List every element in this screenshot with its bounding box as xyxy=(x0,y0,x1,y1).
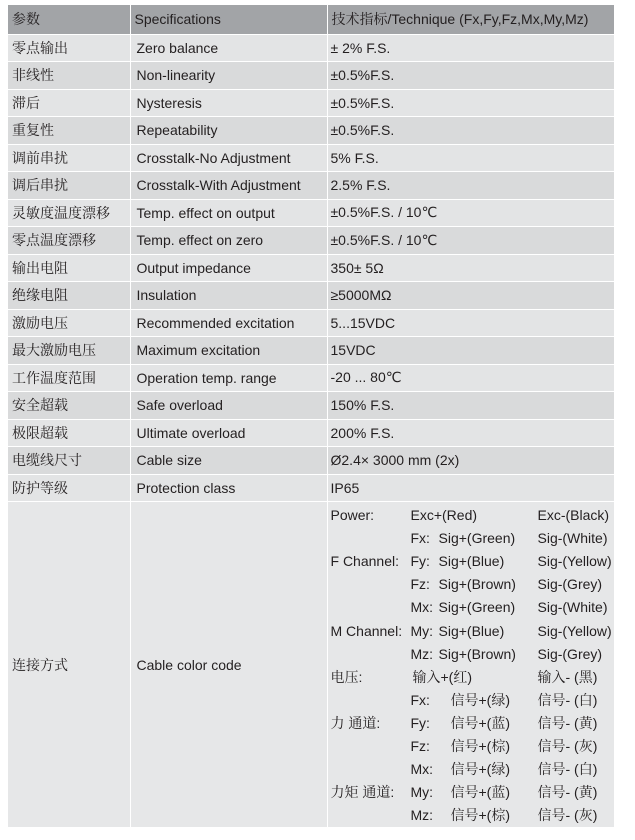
table-row xyxy=(8,172,614,200)
param-value: 5...15VDC xyxy=(327,309,614,337)
cable-plus: Sig+(Blue) xyxy=(438,553,505,570)
cable-minus: Sig-(White) xyxy=(537,599,608,616)
param-en: Zero balance xyxy=(130,34,327,62)
param-zh: 电缆线尺寸 xyxy=(8,447,130,475)
cable-en-label: Cable color code xyxy=(130,502,327,828)
cable-line xyxy=(331,643,615,666)
param-value: ≥5000MΩ xyxy=(327,282,614,310)
param-value: 150% F.S. xyxy=(327,392,614,420)
param-en: Operation temp. range xyxy=(130,364,327,392)
param-value: ±0.5%F.S. xyxy=(327,62,614,90)
param-value: ±0.5%F.S. / 10℃ xyxy=(327,199,614,227)
cable-label: M Channel: xyxy=(330,622,403,639)
param-zh: 调后串扰 xyxy=(8,172,130,200)
cable-plus: Sig+(Blue) xyxy=(438,622,505,639)
cable-minus: 信号- (灰) xyxy=(537,807,598,824)
cable-plus: Sig+(Green) xyxy=(438,530,516,547)
param-value: 350± 5Ω xyxy=(327,254,614,282)
cable-zh-label: 连接方式 xyxy=(8,502,130,828)
cable-sub: Mz: xyxy=(410,807,434,824)
param-zh: 激励电压 xyxy=(8,309,130,337)
cable-line xyxy=(331,573,615,596)
cable-line xyxy=(331,504,615,527)
param-zh: 最大激励电压 xyxy=(8,337,130,365)
cable-minus: 信号- (灰) xyxy=(537,738,598,754)
spec-table xyxy=(8,5,615,828)
param-value: -20 ... 80℃ xyxy=(327,364,614,392)
cable-line xyxy=(331,689,615,712)
param-value: ±0.5%F.S. xyxy=(327,117,614,145)
cable-minus: Sig-(Grey) xyxy=(537,645,603,662)
cable-lines xyxy=(331,504,614,827)
param-en: Crosstalk-With Adjustment xyxy=(130,172,327,200)
table-body xyxy=(8,34,614,828)
param-value: ±0.5%F.S. xyxy=(327,89,614,117)
param-zh: 极限超载 xyxy=(8,419,130,447)
cable-label: 电压: xyxy=(330,668,363,685)
param-value: ± 2% F.S. xyxy=(327,34,614,62)
cable-plus: Exc+(Red) xyxy=(410,507,478,523)
param-en: Temp. effect on output xyxy=(130,199,327,227)
cable-sub: My: xyxy=(410,784,434,801)
param-en: Output impedance xyxy=(130,254,327,282)
table-row xyxy=(8,282,614,310)
cable-line xyxy=(331,758,615,781)
param-value: ±0.5%F.S. / 10℃ xyxy=(327,227,614,255)
param-en: Temp. effect on zero xyxy=(130,227,327,255)
cable-sub: Fz: xyxy=(410,576,430,593)
param-en: Cable size xyxy=(130,447,327,475)
cable-minus: Exc-(Black) xyxy=(537,507,610,523)
cable-sub: Mx: xyxy=(410,761,434,778)
param-value: Ø2.4× 3000 mm (2x) xyxy=(327,447,614,475)
param-en: Maximum excitation xyxy=(130,337,327,365)
cable-line xyxy=(331,804,615,827)
param-zh: 工作温度范围 xyxy=(8,364,130,392)
param-zh: 安全超载 xyxy=(8,392,130,420)
table-row xyxy=(8,474,614,502)
param-value: 200% F.S. xyxy=(327,419,614,447)
param-en: Non-linearity xyxy=(130,62,327,90)
cable-line xyxy=(331,712,615,735)
cable-minus: Sig-(Yellow) xyxy=(537,553,612,570)
cable-line xyxy=(331,620,615,643)
cable-line xyxy=(331,781,615,804)
cable-line xyxy=(331,527,615,550)
cable-minus: Sig-(Grey) xyxy=(537,576,603,593)
header-technique: 技术指标/Technique (Fx,Fy,Fz,Mx,My,Mz) xyxy=(327,5,614,34)
cable-plus: 信号+(蓝) xyxy=(450,784,510,801)
cable-plus: 信号+(绿) xyxy=(450,691,510,708)
cable-plus: 信号+(蓝) xyxy=(450,714,510,731)
param-value: 5% F.S. xyxy=(327,144,614,172)
param-zh: 非线性 xyxy=(8,62,130,90)
param-zh: 重复性 xyxy=(8,117,130,145)
table-row xyxy=(8,62,614,90)
param-zh: 零点温度漂移 xyxy=(8,227,130,255)
table-row xyxy=(8,392,614,420)
table-row xyxy=(8,254,614,282)
table-row xyxy=(8,309,614,337)
cable-label: 力矩 通道: xyxy=(330,784,395,801)
cable-sub: Fx: xyxy=(410,530,430,547)
param-en: Safe overload xyxy=(130,392,327,420)
param-zh: 滞后 xyxy=(8,89,130,117)
cable-line xyxy=(331,550,615,573)
cable-minus: Sig-(White) xyxy=(537,530,608,547)
param-en: Ultimate overload xyxy=(130,419,327,447)
cable-line xyxy=(331,735,615,758)
param-value: IP65 xyxy=(327,474,614,502)
table-row xyxy=(8,117,614,145)
param-en: Insulation xyxy=(130,282,327,310)
cable-line xyxy=(331,596,615,619)
cable-sub: Mx: xyxy=(410,599,434,616)
cable-sub: Fx: xyxy=(410,691,430,708)
cable-minus: Sig-(Yellow) xyxy=(537,622,612,639)
param-en: Protection class xyxy=(130,474,327,502)
cable-minus: 信号- (白) xyxy=(537,761,598,778)
cable-plus: 信号+(棕) xyxy=(450,807,510,824)
param-en: Recommended excitation xyxy=(130,309,327,337)
table-header-row xyxy=(8,5,614,34)
cable-sub: Fz: xyxy=(410,738,430,754)
cable-sub: My: xyxy=(410,622,434,639)
header-specifications: Specifications xyxy=(130,5,327,34)
cable-plus: 信号+(绿) xyxy=(450,761,510,778)
cable-minus: 信号- (黄) xyxy=(537,714,598,731)
param-zh: 防护等级 xyxy=(8,474,130,502)
param-zh: 调前串扰 xyxy=(8,144,130,172)
cable-color-codes xyxy=(327,502,614,828)
cable-label: 力 通道: xyxy=(330,714,381,731)
header-parameter: 参数 xyxy=(8,5,130,34)
table-row xyxy=(8,144,614,172)
cable-color-row xyxy=(8,502,614,828)
param-value: 2.5% F.S. xyxy=(327,172,614,200)
table-row xyxy=(8,447,614,475)
param-zh: 灵敏度温度漂移 xyxy=(8,199,130,227)
cable-label: F Channel: xyxy=(330,553,399,570)
table-row xyxy=(8,364,614,392)
param-value: 15VDC xyxy=(327,337,614,365)
cable-minus: 信号- (白) xyxy=(537,691,598,708)
param-en: Nysteresis xyxy=(130,89,327,117)
param-en: Crosstalk-No Adjustment xyxy=(130,144,327,172)
table-row xyxy=(8,227,614,255)
cable-plus: 信号+(棕) xyxy=(450,738,510,754)
cable-sub: Fy: xyxy=(410,553,430,570)
cable-sub: Fy: xyxy=(410,714,430,731)
cable-plus: Sig+(Brown) xyxy=(438,576,516,593)
param-zh: 绝缘电阻 xyxy=(8,282,130,310)
table-row xyxy=(8,337,614,365)
cable-plus: Sig+(Brown) xyxy=(438,645,516,662)
cable-plus: 输入+(红) xyxy=(412,668,472,685)
table-row xyxy=(8,89,614,117)
cable-label: Power: xyxy=(330,507,375,523)
param-zh: 输出电阻 xyxy=(8,254,130,282)
table-row xyxy=(8,199,614,227)
param-en: Repeatability xyxy=(130,117,327,145)
table-row xyxy=(8,34,614,62)
cable-minus: 输入- (黑) xyxy=(537,668,598,685)
table-row xyxy=(8,419,614,447)
param-zh: 零点输出 xyxy=(8,34,130,62)
cable-line xyxy=(331,666,615,689)
cable-sub: Mz: xyxy=(410,645,434,662)
cable-minus: 信号- (黄) xyxy=(537,784,598,801)
cable-plus: Sig+(Green) xyxy=(438,599,516,616)
